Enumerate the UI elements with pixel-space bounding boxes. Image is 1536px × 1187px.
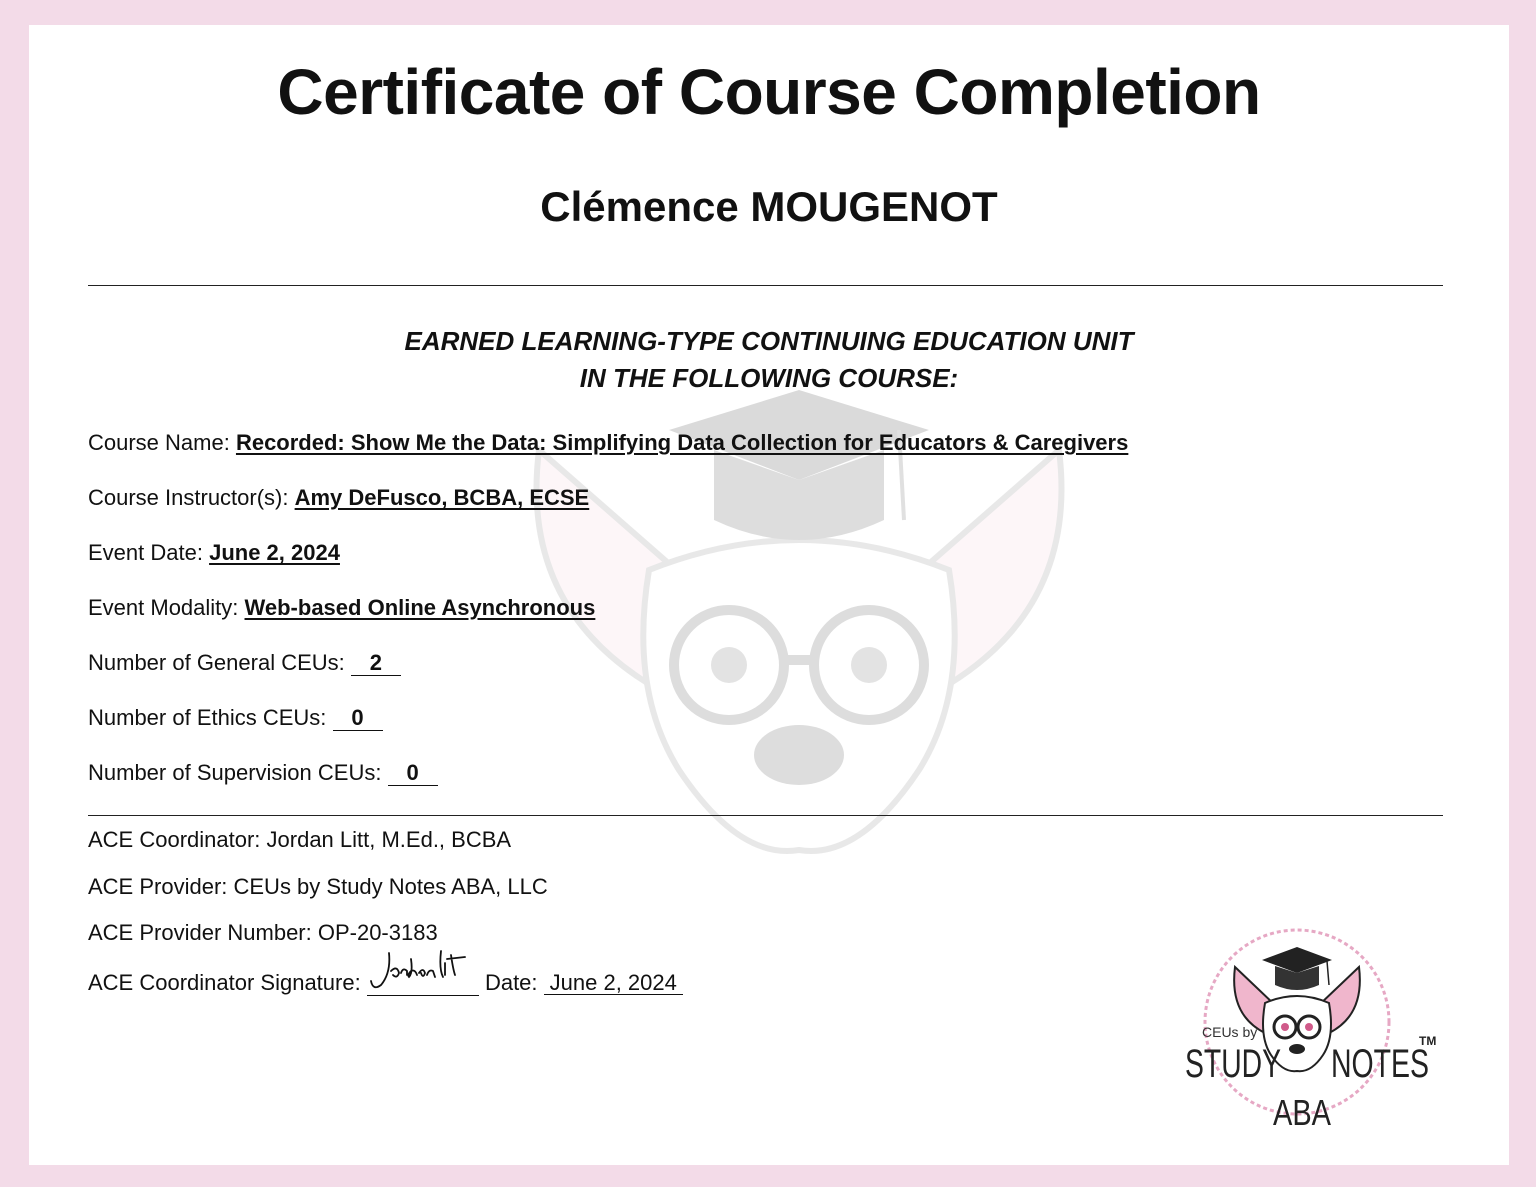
event-modality-label: Event Modality: — [88, 595, 245, 620]
logo-notes-text: NOTES — [1331, 1042, 1429, 1086]
ethics-ceus-value: 0 — [333, 707, 383, 731]
ace-coordinator: ACE Coordinator: Jordan Litt, M.Ed., BCBA — [88, 827, 512, 852]
event-modality-value: Web-based Online Asynchronous — [244, 595, 596, 620]
ace-date-value: June 2, 2024 — [544, 972, 683, 995]
logo-study-text: STUDY — [1185, 1042, 1281, 1086]
course-instructor-label: Course Instructor(s): — [88, 485, 295, 510]
general-ceus-value: 2 — [351, 652, 401, 676]
logo-trademark: TM — [1419, 1034, 1437, 1048]
course-instructor-value: Amy DeFusco, BCBA, ECSE — [294, 485, 590, 510]
dog-watermark-icon — [499, 390, 1099, 870]
ethics-ceus-label: Number of Ethics CEUs: — [88, 705, 333, 730]
course-name-value: Recorded: Show Me the Data: Simplifying Data Collection for Educators & Caregivers — [235, 430, 1129, 455]
course-instructor-row — [88, 485, 589, 511]
ace-signature-label: ACE Coordinator Signature: — [88, 970, 367, 995]
course-name-row — [88, 430, 1128, 456]
handwritten-signature — [367, 945, 479, 995]
general-ceus-label: Number of General CEUs: — [88, 650, 351, 675]
divider-top — [88, 285, 1443, 286]
event-date-row — [88, 540, 340, 566]
supervision-ceus-row — [88, 760, 438, 786]
supervision-ceus-value: 0 — [388, 762, 438, 786]
certificate-title: Certificate of Course Completion — [277, 56, 1261, 128]
ace-signature-row — [88, 955, 683, 996]
course-name-label: Course Name: — [88, 430, 236, 455]
divider-middle — [88, 815, 1443, 816]
earned-heading-line2: IN THE FOLLOWING COURSE: — [579, 363, 959, 393]
ace-date-label: Date: — [478, 970, 544, 995]
certificate — [29, 25, 1509, 1165]
supervision-ceus-label: Number of Supervision CEUs: — [88, 760, 388, 785]
recipient-name: Clémence MOUGENOT — [540, 183, 998, 230]
event-date-value: June 2, 2024 — [209, 540, 340, 565]
event-date-label: Event Date: — [88, 540, 210, 565]
earned-heading — [29, 323, 1509, 397]
event-modality-row — [88, 595, 595, 621]
ace-provider-number: ACE Provider Number: OP-20-3183 — [88, 920, 438, 945]
ace-provider: ACE Provider: CEUs by Study Notes ABA, LLC — [88, 874, 548, 899]
signature-line — [367, 955, 479, 996]
ethics-ceus-row — [88, 705, 383, 731]
study-notes-aba-logo — [1147, 925, 1447, 1125]
earned-heading-line1: EARNED LEARNING-TYPE CONTINUING EDUCATION UNIT — [404, 326, 1134, 356]
logo-aba-text: ABA — [1273, 1092, 1331, 1125]
general-ceus-row — [88, 650, 401, 676]
logo-small-text: CEUs by — [1202, 1024, 1258, 1040]
